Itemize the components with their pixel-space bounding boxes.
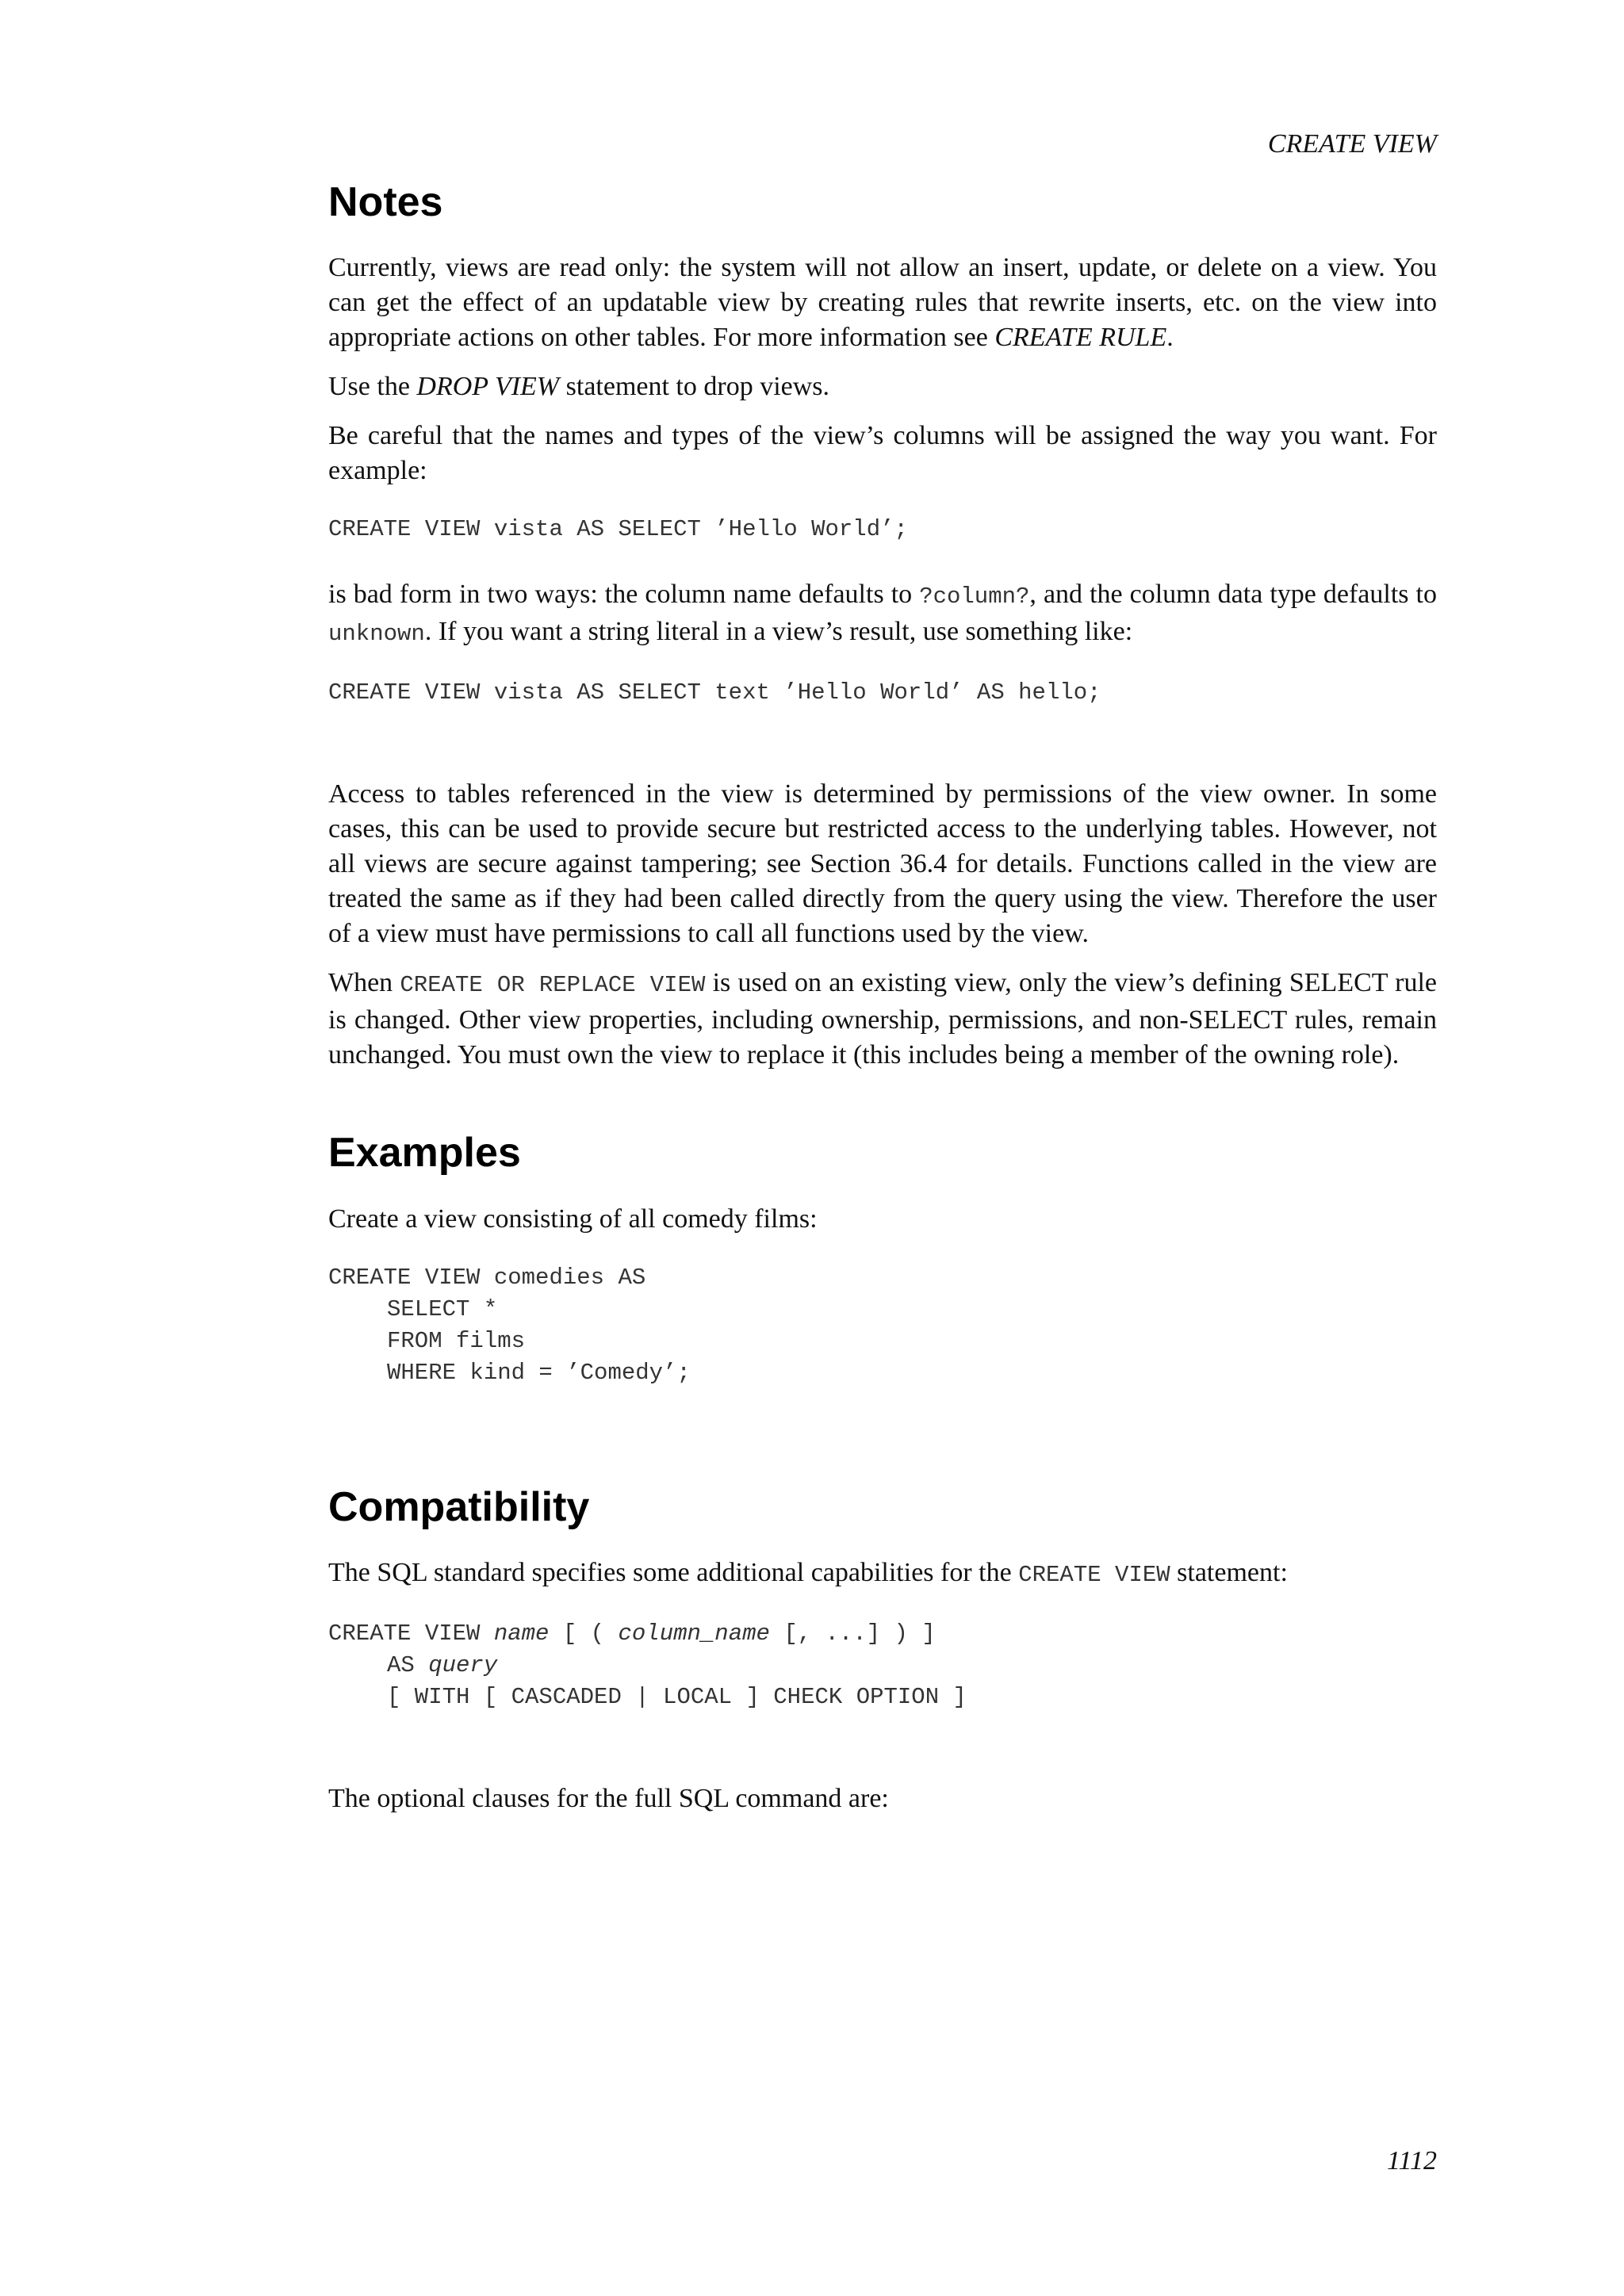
- code-syntax-create-view: [328, 1618, 1437, 1713]
- notes-paragraph-4-middle: , and the column data type defaults to: [1029, 580, 1437, 610]
- inline-code-unknown: unknown: [328, 621, 425, 648]
- notes-paragraph-1: [328, 251, 1437, 355]
- inline-code-column: ?column?: [919, 584, 1030, 610]
- notes-paragraph-6-end: is used on an existing view, only the view’s defining SELECT rule is changed. Other view properties, including ownership, permissions, and non-SELECT rules, remain unchanged. You must own the view to replace it (this includes being a member of the owning role).: [328, 968, 1437, 1070]
- code-line: SELECT *: [387, 1295, 498, 1322]
- notes-paragraph-2: [328, 369, 1437, 404]
- notes-paragraph-2-end: statement to drop views.: [559, 372, 830, 402]
- examples-paragraph-1: Create a view consisting of all comedy films:: [328, 1203, 818, 1234]
- notes-paragraph-4-end: . If you want a string literal in a view’s result, use something like:: [424, 617, 1133, 647]
- page-number: 1112: [1387, 2146, 1437, 2175]
- notes-paragraph-6: [328, 966, 1437, 1073]
- drop-view-reference: DROP VIEW: [416, 372, 560, 402]
- inline-code-create-or-replace-view: CREATE OR REPLACE VIEW: [400, 972, 706, 999]
- notes-paragraph-1-text: Currently, views are read only: the system will not allow an insert, update, or delete on a view. You can get the effect of an updatable view by creating rules that rewrite inserts, etc. on the view into appropriate actions on other tables. For more information see: [328, 253, 1437, 353]
- notes-paragraph-1-end: .: [1166, 323, 1174, 353]
- compatibility-paragraph-2: The optional clauses for the full SQL command are:: [328, 1784, 889, 1814]
- code-token: [ WITH [ CASCADED | LOCAL ] CHECK OPTION ]: [387, 1684, 967, 1711]
- code-token: CREATE VIEW: [328, 1621, 494, 1647]
- create-rule-reference: CREATE RULE: [994, 323, 1167, 353]
- compatibility-section: [328, 1483, 1437, 1816]
- code-arg-column-name: column_name: [618, 1621, 770, 1647]
- notes-paragraph-4: [328, 577, 1437, 652]
- examples-section: [328, 1128, 1437, 1388]
- notes-heading: Notes: [328, 179, 443, 225]
- code-example-comedies: [328, 1262, 1437, 1389]
- notes-paragraph-4-start: is bad form in two ways: the column name defaults to: [328, 580, 920, 610]
- spacer: [328, 1745, 1437, 1781]
- code-line: CREATE VIEW comedies AS: [328, 1264, 646, 1291]
- code-line: FROM films: [387, 1327, 526, 1354]
- notes-paragraph-3: Be careful that the names and types of the view’s columns will be assigned the way you want. For example:: [328, 421, 1437, 486]
- inline-code-create-view: CREATE VIEW: [1018, 1562, 1170, 1589]
- compatibility-paragraph-1: [328, 1556, 1437, 1593]
- code-arg-query: query: [428, 1652, 498, 1679]
- compatibility-paragraph-1-start: The SQL standard specifies some additional capabilities for the: [328, 1558, 1019, 1588]
- code-token: [, ...] ) ]: [769, 1621, 936, 1647]
- notes-paragraph-6-start: When: [328, 968, 400, 998]
- code-example-vista-text: CREATE VIEW vista AS SELECT text ’Hello World’ AS hello;: [328, 679, 1101, 706]
- notes-paragraph-5: Access to tables referenced in the view is determined by permissions of the view owner. In some cases, this can be used to provide secure but restricted access to the underlying tables. However, not all views are secure against tampering; see Section 36.4 for details. Functions called in the view are treated the same as if they had been called directly from the query using the view. Therefore the user of a view must have permissions to call all functions used by the view.: [328, 779, 1437, 949]
- notes-section: [328, 178, 1437, 1073]
- compatibility-heading: Compatibility: [328, 1483, 590, 1530]
- code-arg-name: name: [493, 1621, 550, 1647]
- examples-heading: Examples: [328, 1130, 521, 1177]
- code-example-vista: CREATE VIEW vista AS SELECT ’Hello World’;: [328, 516, 908, 543]
- notes-paragraph-2-start: Use the: [328, 372, 417, 402]
- compatibility-paragraph-1-end: statement:: [1170, 1558, 1288, 1588]
- spacer: [328, 740, 1437, 777]
- code-token: AS: [387, 1652, 429, 1679]
- code-line: WHERE kind = ’Comedy’;: [387, 1359, 691, 1386]
- page-content: [328, 178, 1437, 1831]
- running-head: CREATE VIEW: [1267, 129, 1437, 159]
- code-token: [ (: [549, 1621, 619, 1647]
